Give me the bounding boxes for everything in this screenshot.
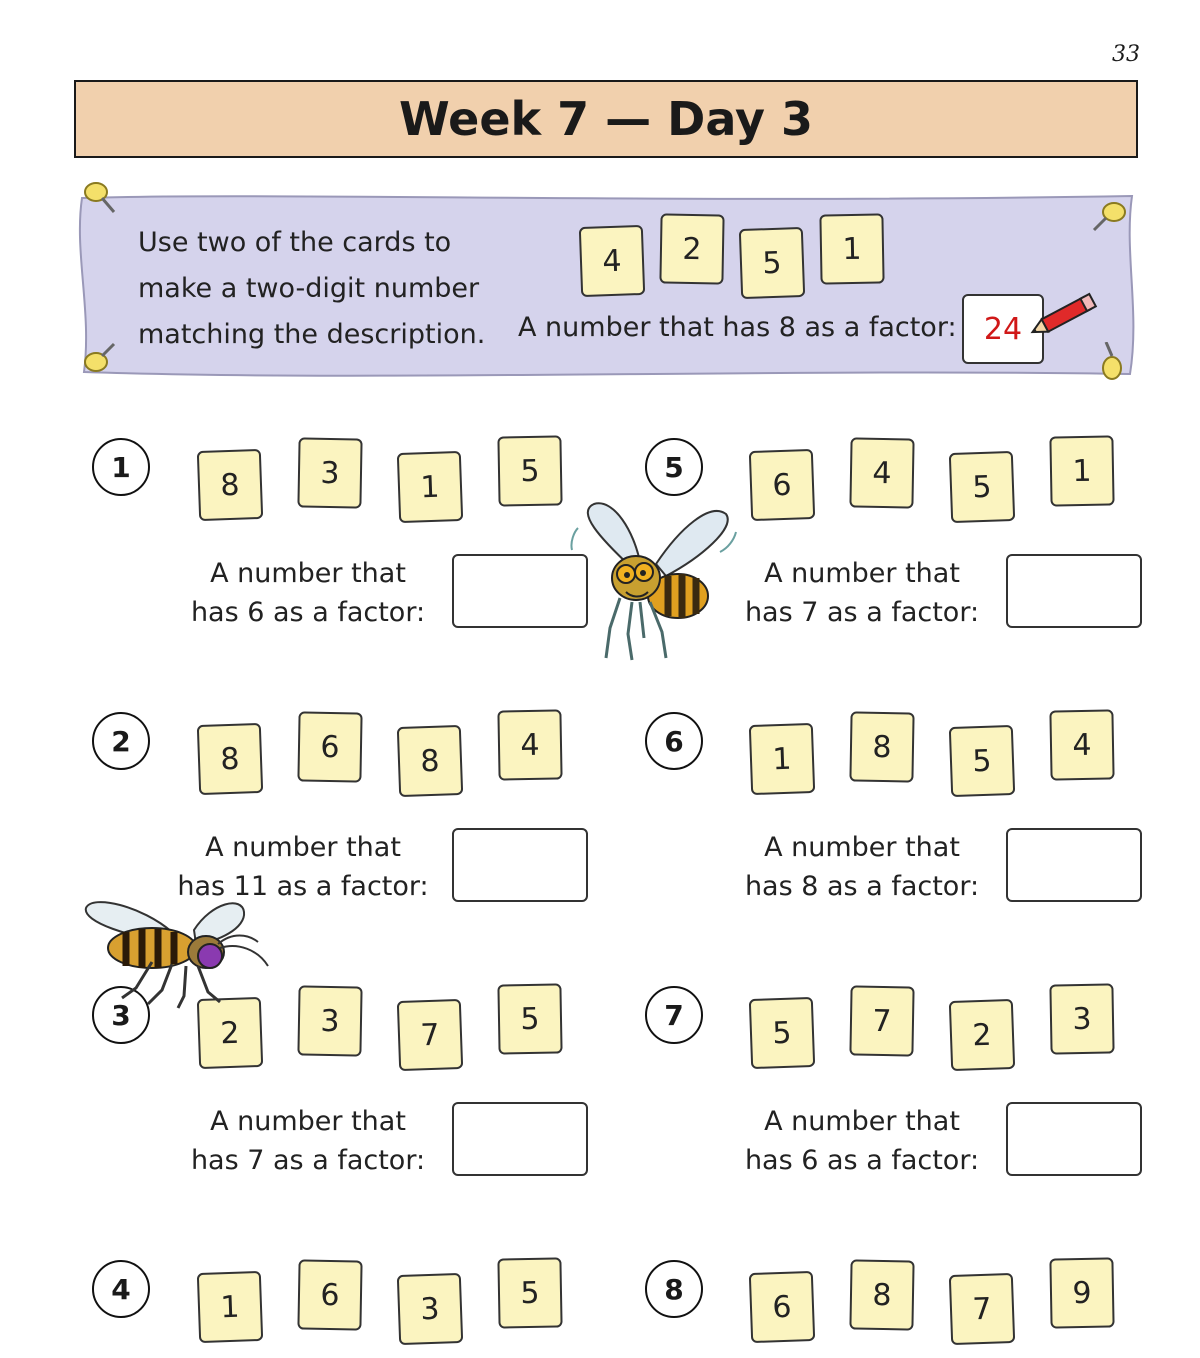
answer-box[interactable] <box>452 1102 588 1176</box>
number-card: 7 <box>949 1273 1015 1345</box>
number-card: 4 <box>1049 709 1114 780</box>
number-card: 9 <box>1049 1257 1114 1328</box>
question-number: 7 <box>645 986 703 1044</box>
prompt-line: A number that <box>210 1106 406 1137</box>
number-card: 2 <box>949 999 1015 1071</box>
number-card: 5 <box>497 435 562 506</box>
example-cards <box>578 212 898 302</box>
answer-box[interactable] <box>452 554 588 628</box>
number-card: 8 <box>197 723 263 795</box>
number-card: 2 <box>197 997 263 1069</box>
number-card: 1 <box>197 1271 263 1343</box>
number-card: 1 <box>1049 435 1114 506</box>
question-prompt <box>732 828 992 906</box>
number-card: 6 <box>297 1259 362 1330</box>
instruction-line: matching the description. <box>138 319 486 350</box>
question-prompt <box>178 554 438 632</box>
example-prompt: A number that has 8 as a factor: <box>518 312 957 343</box>
number-card: 8 <box>397 725 463 797</box>
instruction-banner <box>78 192 1136 378</box>
number-card: 1 <box>397 451 463 523</box>
number-card: 3 <box>397 1273 463 1345</box>
number-card: 5 <box>749 997 815 1069</box>
number-card: 8 <box>197 449 263 521</box>
prompt-line: A number that <box>205 832 401 863</box>
instruction-text <box>138 220 498 358</box>
number-card: 4 <box>849 437 914 508</box>
question-prompt <box>178 1102 438 1180</box>
prompt-line: has 7 as a factor: <box>744 597 980 628</box>
prompt-line: A number that <box>764 832 960 863</box>
example-card: 5 <box>739 227 805 299</box>
answer-box[interactable] <box>452 828 588 902</box>
question-number: 3 <box>92 986 150 1044</box>
instruction-line: make a two-digit number <box>138 273 480 304</box>
prompt-line: has 6 as a factor: <box>744 1145 980 1176</box>
question-prompt <box>732 1102 992 1180</box>
prompt-line: A number that <box>764 558 960 589</box>
number-card: 5 <box>949 725 1015 797</box>
question-number: 8 <box>645 1260 703 1318</box>
number-card: 3 <box>1049 983 1114 1054</box>
pencil-icon <box>1023 292 1103 342</box>
number-card: 6 <box>749 1271 815 1343</box>
number-card: 6 <box>297 711 362 782</box>
question-number: 1 <box>92 438 150 496</box>
example-card: 2 <box>659 213 724 284</box>
number-card: 5 <box>497 1257 562 1328</box>
pin-icon <box>1092 342 1132 382</box>
question-number: 5 <box>645 438 703 496</box>
wasp-illustration <box>82 892 278 1012</box>
instruction-line: Use two of the cards to <box>138 227 452 258</box>
number-card: 8 <box>849 1259 914 1330</box>
pin-icon <box>80 178 120 218</box>
prompt-line: has 8 as a factor: <box>744 871 980 902</box>
answer-box[interactable] <box>1006 554 1142 628</box>
answer-box[interactable] <box>1006 1102 1142 1176</box>
prompt-line: has 6 as a factor: <box>190 597 426 628</box>
number-card: 7 <box>397 999 463 1071</box>
prompt-line: A number that <box>210 558 406 589</box>
prompt-line: has 11 as a factor: <box>177 871 429 902</box>
number-card: 6 <box>749 449 815 521</box>
fly-illustration <box>570 498 740 666</box>
page-title: Week 7 — Day 3 <box>74 80 1138 158</box>
example-card: 1 <box>819 213 884 284</box>
number-card: 1 <box>749 723 815 795</box>
number-card: 7 <box>849 985 914 1056</box>
number-card: 8 <box>849 711 914 782</box>
number-card: 3 <box>297 437 362 508</box>
page-number: 33 <box>1112 42 1140 67</box>
number-card: 4 <box>497 709 562 780</box>
prompt-line: A number that <box>764 1106 960 1137</box>
prompt-line: has 7 as a factor: <box>190 1145 426 1176</box>
question-number: 6 <box>645 712 703 770</box>
number-card: 5 <box>497 983 562 1054</box>
question-number: 2 <box>92 712 150 770</box>
number-card: 3 <box>297 985 362 1056</box>
example-card: 4 <box>579 225 645 297</box>
example-answer: 24 <box>962 294 1044 364</box>
answer-box[interactable] <box>1006 828 1142 902</box>
pin-icon <box>80 338 120 378</box>
question-prompt <box>732 554 992 632</box>
question-number: 4 <box>92 1260 150 1318</box>
number-card: 5 <box>949 451 1015 523</box>
pin-icon <box>1088 198 1128 238</box>
